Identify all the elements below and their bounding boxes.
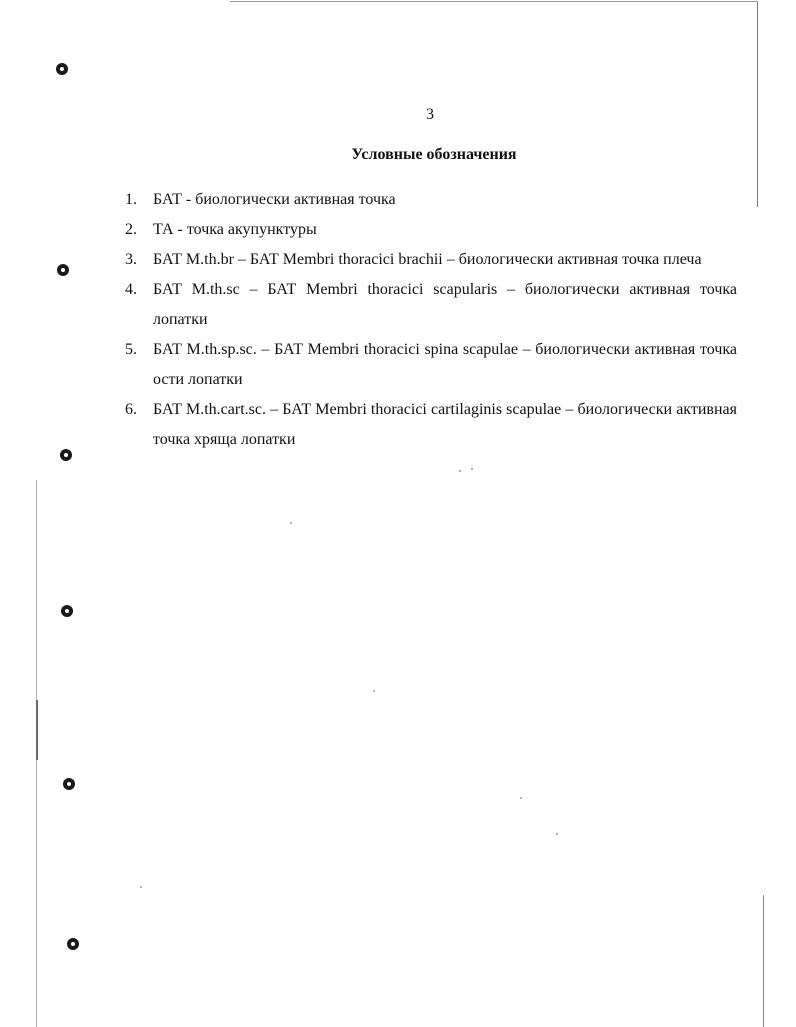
scan-edge-right-lower — [763, 895, 764, 1027]
scan-edge-left-dark — [36, 700, 38, 760]
punch-hole-icon — [63, 778, 75, 790]
list-item-text: БАТ M.th.br – БАТ Membri thoracici brachii – биологически активная точка плеча — [153, 251, 702, 268]
list-item-number: 6. — [125, 401, 137, 418]
list-item — [125, 245, 737, 275]
abbreviations-list — [125, 185, 737, 455]
list-item-text: ТА - точка акупунктуры — [153, 221, 317, 238]
list-item — [125, 275, 737, 335]
list-item — [125, 215, 737, 245]
scan-speck — [471, 468, 473, 470]
punch-hole-icon — [61, 605, 73, 617]
scan-edge-right — [757, 2, 758, 207]
list-item-text: БАТ M.th.sp.sc. – БАТ Membri thoracici spina scapulae – биологически активная точка ости лопатки — [153, 341, 737, 388]
list-item-text: БАТ - биологически активная точка — [153, 191, 396, 208]
list-item-number: 2. — [125, 221, 137, 238]
punch-hole-icon — [57, 264, 69, 276]
list-item — [125, 395, 737, 455]
section-title: Условные обозначения — [351, 146, 517, 163]
list-item-number: 5. — [125, 341, 137, 358]
list-item — [125, 185, 737, 215]
list-item — [125, 335, 737, 395]
scan-speck — [373, 690, 375, 692]
list-item-number: 4. — [125, 281, 137, 298]
punch-hole-icon — [67, 938, 79, 950]
scan-speck — [290, 522, 292, 524]
scan-speck — [459, 470, 461, 472]
page-number: 3 — [426, 106, 434, 123]
scan-speck — [140, 886, 142, 888]
scan-speck — [556, 833, 558, 835]
punch-hole-icon — [56, 63, 68, 75]
list-item-number: 1. — [125, 191, 137, 208]
list-item-text: БАТ M.th.sc – БАТ Membri thoracici scapularis – биологически активная точка лопатки — [153, 281, 737, 328]
scan-edge-top — [230, 1, 758, 2]
list-item-number: 3. — [125, 251, 137, 268]
list-item-text: БАТ M.th.cart.sc. – БАТ Membri thoracici cartilaginis scapulae – биологически активная точка хряща лопатки — [153, 401, 737, 448]
scan-speck — [520, 797, 522, 799]
punch-hole-icon — [60, 449, 72, 461]
